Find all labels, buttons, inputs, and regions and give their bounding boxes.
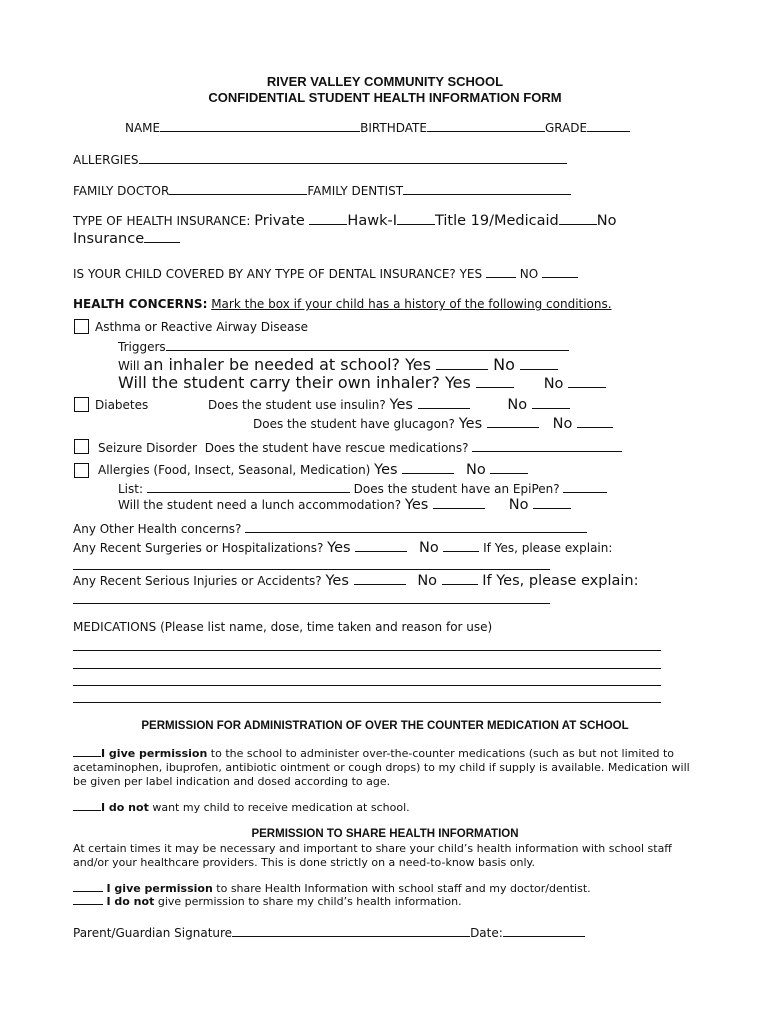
allergies-yes-field[interactable] (402, 462, 454, 474)
share-deny-field[interactable] (73, 895, 103, 905)
family-doctor-label: FAMILY DOCTOR (73, 184, 170, 198)
triggers-label: Triggers (118, 340, 166, 354)
school-name: RIVER VALLEY COMMUNITY SCHOOL (266, 74, 504, 89)
signature-label: Parent/Guardian Signature (73, 926, 233, 940)
lunch-row (118, 497, 571, 513)
insurance-title19-field[interactable] (559, 213, 597, 225)
injuries-explain-line[interactable] (73, 603, 550, 604)
surgeries-explain-label: If Yes, please explain: (479, 541, 613, 555)
injuries-no-label: No (417, 573, 442, 589)
inhaler-q1-no-field[interactable] (520, 358, 558, 370)
injuries-yes-field[interactable] (354, 573, 406, 585)
inhaler-q2: Will the student carry their own inhaler? Yes (118, 373, 476, 392)
birthdate-field[interactable] (427, 120, 545, 132)
insulin-yes-label: Yes (389, 397, 418, 413)
otc-deny-text: want my child to receive medication at school. (148, 801, 410, 814)
other-field[interactable] (245, 521, 587, 533)
otc-deny-paragraph (73, 801, 698, 815)
injuries-label: Any Recent Serious Injuries or Accidents? (73, 574, 326, 588)
lunch-yes-field[interactable] (433, 497, 485, 509)
seizure-checkbox[interactable] (74, 439, 89, 454)
insurance-private-field[interactable] (309, 213, 347, 225)
insulin-no-label: No (507, 397, 532, 413)
allergies-no-field[interactable] (490, 462, 528, 474)
other-label: Any Other Health concerns? (73, 522, 246, 536)
insurance-no-label: No (596, 213, 617, 229)
share-deny-text: give permission to share my child’s health information. (154, 895, 462, 908)
glucagon-yes-label: Yes (458, 416, 487, 432)
lunch-no-label: No (508, 497, 534, 513)
share-give-paragraph (73, 882, 698, 896)
dental-no-label: NO (515, 267, 543, 281)
insulin-no-field[interactable] (532, 397, 570, 409)
name-field[interactable] (160, 120, 360, 132)
insulin-row (208, 397, 570, 413)
form-title: CONFIDENTIAL STUDENT HEALTH INFORMATION FORM (208, 90, 562, 105)
share-deny-paragraph (73, 895, 698, 909)
lunch-yes-label: Yes (404, 497, 433, 513)
list-field[interactable] (147, 481, 350, 493)
share-heading: PERMISSION TO SHARE HEALTH INFORMATION (251, 828, 519, 840)
glucagon-question: Does the student have glucagon? (253, 417, 459, 431)
inhaler-q1-a: Will (118, 359, 144, 373)
rescue-question: Does the student have rescue medications? (204, 441, 473, 455)
share-give-field[interactable] (73, 882, 103, 892)
injuries-no-field[interactable] (442, 573, 478, 585)
insurance-hawk-label: Hawk-I (347, 213, 397, 229)
epipen-field[interactable] (563, 481, 607, 493)
signature-row (73, 925, 585, 940)
otc-deny-bold: I do not (101, 801, 149, 814)
insurance-row-2 (73, 231, 180, 247)
insurance-no-label-2: Insurance (73, 231, 145, 247)
allergies-row (73, 152, 567, 167)
seizure-label: Seizure Disorder (98, 441, 197, 455)
family-dentist-label: FAMILY DENTIST (307, 184, 404, 198)
share-give-bold: I give permission (106, 882, 213, 895)
triggers-field[interactable] (166, 339, 569, 351)
list-label: List: (118, 482, 147, 496)
name-row (125, 120, 630, 135)
otc-give-paragraph (73, 747, 698, 789)
list-row (118, 481, 607, 496)
date-label: Date: (470, 926, 503, 940)
grade-field[interactable] (587, 120, 630, 132)
medications-line-3[interactable] (73, 685, 661, 686)
otc-give-field[interactable] (73, 747, 101, 757)
signature-field[interactable] (232, 925, 470, 937)
insurance-no-field[interactable] (144, 231, 180, 243)
glucagon-yes-field[interactable] (487, 416, 539, 428)
asthma-label: Asthma or Reactive Airway Disease (95, 320, 308, 334)
dental-yes-field[interactable] (486, 266, 516, 278)
otc-give-bold: I give permission (101, 747, 208, 760)
medications-line-4[interactable] (73, 702, 661, 703)
name-label: NAME (125, 121, 161, 135)
allergies-yes-label: Yes (374, 462, 403, 478)
lunch-question: Will the student need a lunch accommodation? (118, 498, 405, 512)
injuries-explain-label: If Yes, please explain: (477, 573, 639, 589)
inhaler-row-2 (118, 373, 606, 392)
surgeries-yes-field[interactable] (355, 540, 407, 552)
birthdate-label: BIRTHDATE (360, 121, 427, 135)
concerns-instruction: Mark the box if your child has a history of the following conditions. (211, 297, 612, 311)
medications-line-2[interactable] (73, 668, 661, 669)
medications-line-1[interactable] (73, 650, 661, 651)
lunch-no-field[interactable] (533, 497, 571, 509)
dental-row (73, 266, 578, 281)
insurance-hawk-field[interactable] (397, 213, 435, 225)
glucagon-no-label: No (552, 416, 577, 432)
otc-give-text: to the school to administer over-the-counter medications (such as but not limited to acetaminophen, ibuprofen, antibiotic ointment or cough drops) to my child if supply is available. Medication will be given per label indication and dosed according to age. (73, 747, 690, 788)
allergies-checkbox[interactable] (74, 463, 89, 478)
date-field[interactable] (503, 925, 585, 937)
medications-label: MEDICATIONS (Please list name, dose, time taken and reason for use) (73, 620, 493, 634)
concerns-heading: HEALTH CONCERNS: (73, 297, 208, 311)
inhaler-q2-yes-field[interactable] (476, 376, 514, 388)
diabetes-checkbox[interactable] (74, 397, 89, 412)
dental-no-field[interactable] (542, 266, 578, 278)
inhaler-row-1 (118, 355, 558, 374)
insurance-label: TYPE OF HEALTH INSURANCE: (73, 214, 255, 228)
allergies-condition-row (98, 462, 528, 478)
insulin-question: Does the student use insulin? (208, 398, 390, 412)
share-give-text: to share Health Information with school staff and my doctor/dentist. (212, 882, 591, 895)
surgeries-no-field[interactable] (443, 540, 479, 552)
inhaler-q1-yes-field[interactable] (436, 358, 488, 370)
insurance-row (73, 213, 616, 229)
share-text: At certain times it may be necessary and important to share your child’s health information with school staff and/or your healthcare providers. This is done strictly on a need-to-know basis only. (73, 842, 672, 869)
inhaler-q2-no-label: No (543, 376, 569, 392)
insurance-private-label: Private (254, 213, 310, 229)
inhaler-q1-b: an inhaler be needed at school? Yes (143, 355, 437, 374)
doctor-row (73, 183, 571, 198)
triggers-row (118, 339, 569, 354)
surgeries-no-label: No (419, 540, 444, 556)
grade-label: GRADE (544, 121, 588, 135)
glucagon-no-field[interactable] (577, 416, 613, 428)
otc-heading: PERMISSION FOR ADMINISTRATION OF OVER THE COUNTER MEDICATION AT SCHOOL (141, 720, 629, 732)
injuries-row (73, 573, 638, 589)
injuries-yes-label: Yes (325, 573, 354, 589)
other-row (73, 521, 587, 536)
asthma-checkbox[interactable] (74, 319, 89, 334)
surgeries-yes-label: Yes (327, 540, 356, 556)
family-dentist-field[interactable] (403, 183, 571, 195)
family-doctor-field[interactable] (169, 183, 307, 195)
epipen-question: Does the student have an EpiPen? (349, 482, 564, 496)
share-deny-bold: I do not (106, 895, 155, 908)
insulin-yes-field[interactable] (418, 397, 470, 409)
diabetes-label: Diabetes (95, 398, 149, 412)
allergies-condition-label: Allergies (Food, Insect, Seasonal, Medication) (98, 463, 375, 477)
dental-question: IS YOUR CHILD COVERED BY ANY TYPE OF DENTAL INSURANCE? YES (73, 267, 486, 281)
concerns-heading-row (73, 297, 612, 311)
glucagon-row (253, 416, 613, 432)
insurance-title19-label: Title 19/Medicaid (434, 213, 559, 229)
seizure-row (98, 440, 622, 455)
inhaler-q1-no-label: No (488, 355, 520, 374)
inhaler-q2-no-field[interactable] (568, 376, 606, 388)
surgeries-label: Any Recent Surgeries or Hospitalizations? (73, 541, 328, 555)
surgeries-row (73, 540, 612, 556)
rescue-field[interactable] (472, 440, 622, 452)
allergies-label: ALLERGIES (73, 153, 139, 167)
surgeries-explain-line[interactable] (73, 569, 550, 570)
allergies-no-label: No (466, 462, 491, 478)
otc-deny-field[interactable] (73, 801, 101, 811)
allergies-field[interactable] (139, 152, 567, 164)
